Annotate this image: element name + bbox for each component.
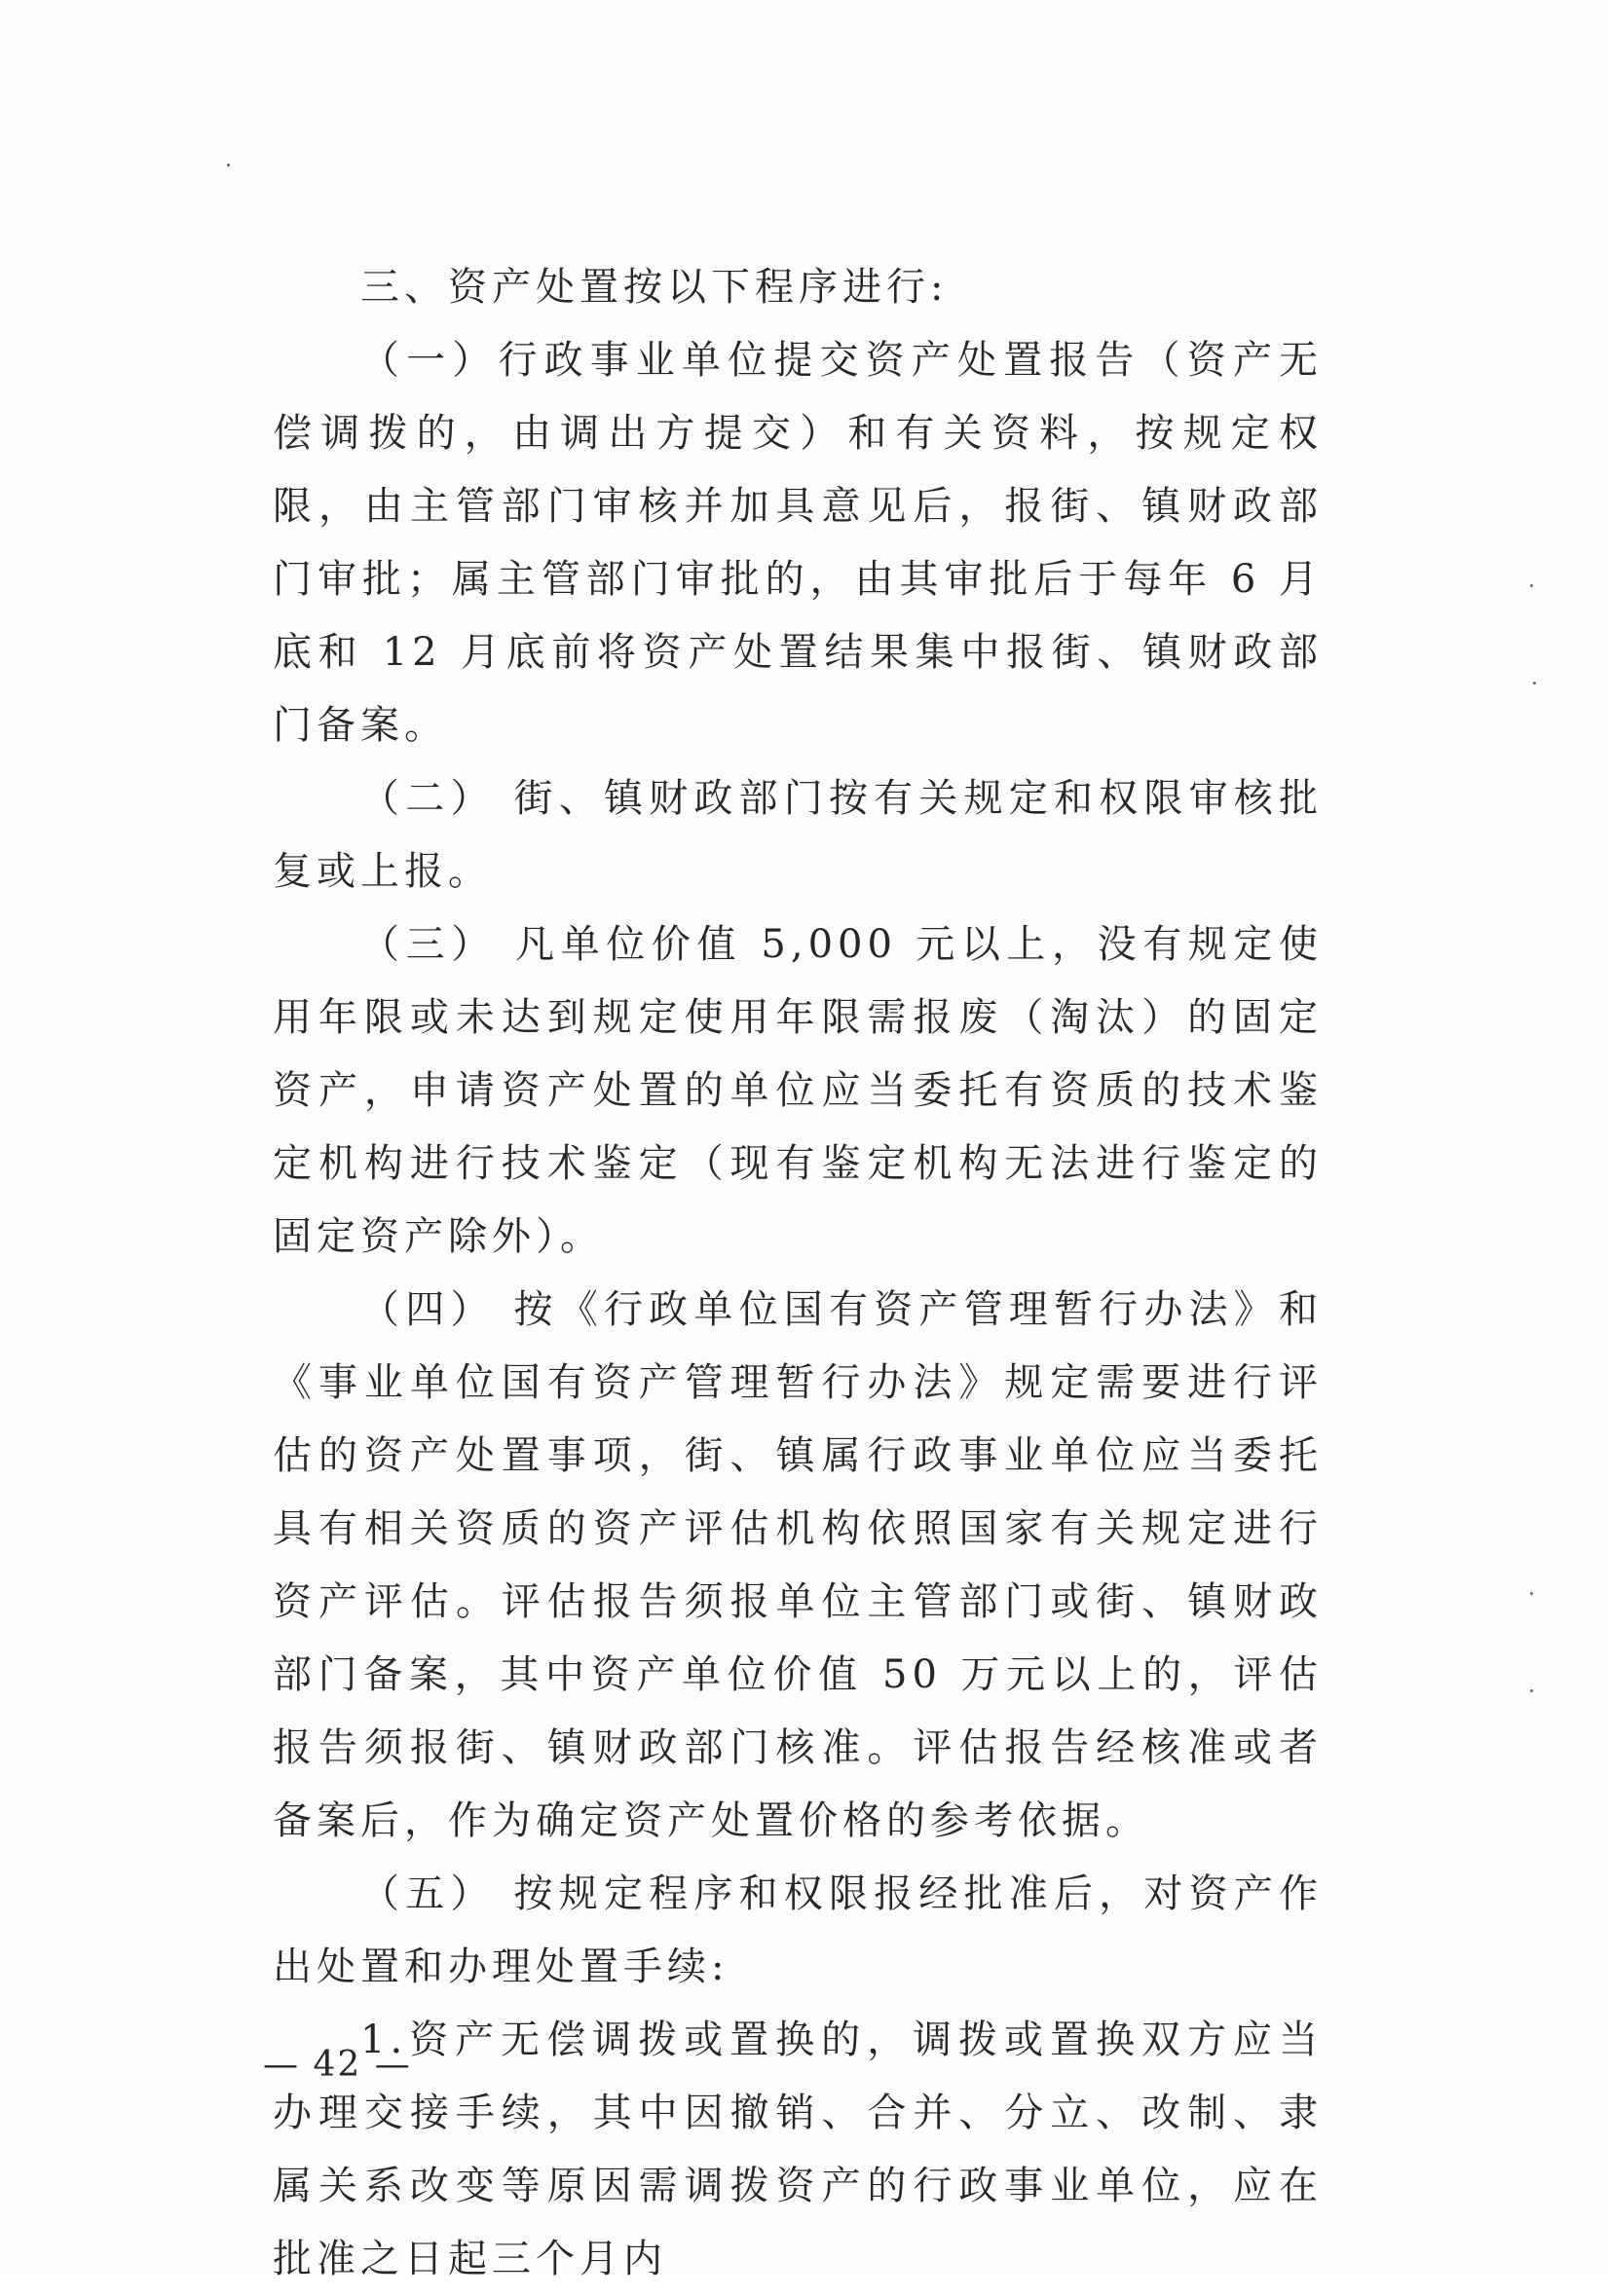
paragraph-subitem-1: 1.资产无偿调拨或置换的，调拨或置换双方应当办理交接手续，其中因撤销、合并、分立、改制、隶属关系改变等原因需调拨资产的行政事业单位，应在批准之日起三个月内	[273, 2018, 1323, 2281]
paragraph-heading-procedure: 三、资产处置按以下程序进行:	[360, 265, 949, 310]
document-body	[273, 251, 1323, 2296]
page-number: — 42 —	[263, 2045, 412, 2085]
paragraph-item-5: （五） 按规定程序和权限报经批准后，对资产作出处置和办理处置手续:	[273, 1871, 1323, 1989]
scan-speck	[1530, 1689, 1533, 1692]
scan-speck	[227, 164, 230, 167]
scan-speck	[1530, 1592, 1533, 1595]
paragraph-item-4: （四） 按《行政单位国有资产管理暂行办法》和《事业单位国有资产管理暂行办法》规定需要进行评估的资产处置事项，街、镇属行政事业单位应当委托具有相关资质的资产评估机构依照国家有关规定进行资产评估。评估报告须报单位主管部门或街、镇财政部门备案，其中资产单位价值 50 万元以上的，评估报告须报街、镇财政部门核准。评估报告经核准或者备案后，作为确定资产处置价格的参考依据。	[273, 1287, 1323, 1843]
scan-speck	[1533, 682, 1536, 685]
paragraph-item-2: （二） 街、镇财政部门按有关规定和权限审核批复或上报。	[273, 776, 1323, 894]
scan-speck	[1530, 584, 1533, 587]
paragraph-item-3: （三） 凡单位价值 5,000 元以上，没有规定使用年限或未达到规定使用年限需报废（淘汰）的固定资产，申请资产处置的单位应当委托有资质的技术鉴定机构进行技术鉴定（现有鉴定机构无法进行鉴定的固定资产除外）。	[273, 922, 1323, 1259]
paragraph-item-1: （一）行政事业单位提交资产处置报告（资产无偿调拨的，由调出方提交）和有关资料，按规定权限，由主管部门审核并加具意见后，报街、镇财政部门审批；属主管部门审批的，由其审批后于每年 6 月底和 12 月底前将资产处置结果集中报街、镇财政部门备案。	[273, 338, 1323, 748]
